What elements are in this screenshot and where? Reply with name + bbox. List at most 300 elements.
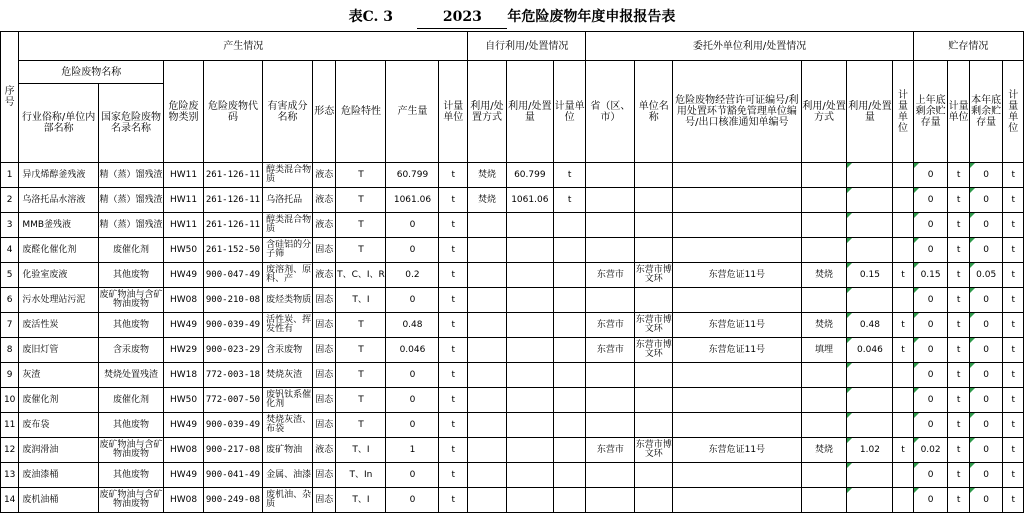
cell-ent-unit: t: [893, 438, 913, 463]
cell-prev-stock: 0: [913, 463, 948, 488]
cell-ent-unit: [893, 288, 913, 313]
cell-self-method: [468, 288, 507, 313]
cell-ent-amount: [847, 288, 893, 313]
cell-category: HW49: [164, 313, 204, 338]
cell-self-unit: [553, 363, 586, 388]
header-produce-group: 产生情况: [19, 32, 468, 61]
header-ent-method: 利用/处置方式: [801, 61, 847, 163]
cell-unit: t: [439, 363, 468, 388]
cell-self-unit: t: [553, 188, 586, 213]
header-self-group: 自行利用/处置情况: [468, 32, 586, 61]
cell-license: [673, 413, 802, 438]
cell-company: [635, 288, 673, 313]
cell-unit: t: [439, 188, 468, 213]
cell-cur-unit: t: [1003, 313, 1024, 338]
cell-license: [673, 163, 802, 188]
cell-code: 900-039-49: [203, 413, 262, 438]
cell-self-unit: [553, 288, 586, 313]
header-self-method: 利用/处置方式: [468, 61, 507, 163]
cell-prev-stock: 0: [913, 163, 948, 188]
cell-component: 废溶剂、原料、产: [263, 263, 313, 288]
cell-code: 900-023-29: [203, 338, 262, 363]
cell-hazard: T: [336, 388, 386, 413]
header-ent-unit: 计量单位: [893, 61, 913, 163]
cell-ent-amount: [847, 463, 893, 488]
cell-category: HW29: [164, 338, 204, 363]
cell-self-method: 焚烧: [468, 163, 507, 188]
cell-form: 液态: [313, 213, 336, 238]
cell-industry-name: 废油漆桶: [19, 463, 99, 488]
cell-unit: t: [439, 388, 468, 413]
cell-unit: t: [439, 488, 468, 513]
cell-self-amount: [506, 438, 553, 463]
cell-no: 3: [1, 213, 19, 238]
header-self-amount: 利用/处置量: [506, 61, 553, 163]
cell-license: [673, 238, 802, 263]
cell-ent-method: [801, 163, 847, 188]
cell-quantity: 0: [386, 288, 439, 313]
cell-province: [586, 363, 635, 388]
cell-self-amount: [506, 288, 553, 313]
cell-province: [586, 488, 635, 513]
cell-category: HW49: [164, 413, 204, 438]
header-license: 危险废物经营许可证编号/利用处置环节豁免管理单位编号/出口核准通知单编号: [673, 61, 802, 163]
header-category: 危险废物类别: [164, 61, 204, 163]
cell-ent-unit: [893, 238, 913, 263]
cell-province: [586, 188, 635, 213]
cell-code: 261-126-11: [203, 163, 262, 188]
cell-hazard: T: [336, 363, 386, 388]
header-prev-stock: 上年底剩余贮存量: [913, 61, 948, 163]
header-national-name: 国家危险废物名录名称: [98, 84, 163, 163]
cell-cur-unit: t: [1003, 163, 1024, 188]
cell-ent-unit: [893, 213, 913, 238]
cell-category: HW18: [164, 363, 204, 388]
cell-component: 含汞废物: [263, 338, 313, 363]
cell-prev-unit: t: [948, 388, 969, 413]
cell-form: 固态: [313, 388, 336, 413]
cell-province: 东营市: [586, 313, 635, 338]
cell-national-name: 精（蒸）馏残渣: [98, 163, 163, 188]
cell-prev-stock: 0: [913, 188, 948, 213]
cell-no: 14: [1, 488, 19, 513]
cell-prev-unit: t: [948, 163, 969, 188]
cell-company: 东营市博文环: [635, 438, 673, 463]
cell-company: [635, 188, 673, 213]
table-row: [1, 188, 1024, 213]
cell-no: 5: [1, 263, 19, 288]
cell-national-name: 精（蒸）馏残渣: [98, 213, 163, 238]
cell-province: [586, 238, 635, 263]
cell-province: 东营市: [586, 263, 635, 288]
cell-ent-unit: t: [893, 338, 913, 363]
cell-code: 261-152-50: [203, 238, 262, 263]
cell-national-name: 其他废物: [98, 413, 163, 438]
cell-ent-method: [801, 463, 847, 488]
cell-license: [673, 488, 802, 513]
cell-self-unit: [553, 438, 586, 463]
cell-unit: t: [439, 213, 468, 238]
cell-province: [586, 163, 635, 188]
cell-company: [635, 363, 673, 388]
cell-no: 12: [1, 438, 19, 463]
table-row: [1, 488, 1024, 513]
cell-industry-name: 异戊烯醇釜残液: [19, 163, 99, 188]
cell-component: 含硅铝的分子筛: [263, 238, 313, 263]
cell-cur-stock: 0: [969, 163, 1003, 188]
cell-province: [586, 463, 635, 488]
cell-unit: t: [439, 338, 468, 363]
header-seq: 序号: [1, 32, 19, 163]
header-province: 省（区、市）: [586, 61, 635, 163]
cell-ent-unit: t: [893, 263, 913, 288]
cell-hazard: T: [336, 313, 386, 338]
cell-province: [586, 413, 635, 438]
title-suffix: 年危险废物年度申报报告表: [507, 9, 676, 25]
header-self-unit: 计量单位: [553, 61, 586, 163]
table-row: [1, 438, 1024, 463]
cell-cur-stock: 0: [969, 213, 1003, 238]
header-entrust-group: 委托外单位利用/处置情况: [586, 32, 913, 61]
cell-industry-name: 废活性炭: [19, 313, 99, 338]
cell-company: 东营市博文环: [635, 313, 673, 338]
cell-unit: t: [439, 163, 468, 188]
cell-ent-unit: t: [893, 313, 913, 338]
cell-national-name: 废矿物油与含矿物油废物: [98, 488, 163, 513]
cell-national-name: 精（蒸）馏残渣: [98, 188, 163, 213]
cell-unit: t: [439, 263, 468, 288]
table-row: [1, 463, 1024, 488]
cell-self-amount: [506, 363, 553, 388]
cell-hazard: T: [336, 188, 386, 213]
cell-license: [673, 463, 802, 488]
table-row: [1, 313, 1024, 338]
cell-company: [635, 213, 673, 238]
cell-self-method: [468, 413, 507, 438]
cell-ent-amount: [847, 363, 893, 388]
table-row: [1, 213, 1024, 238]
cell-self-amount: 60.799: [506, 163, 553, 188]
cell-hazard: T、I: [336, 438, 386, 463]
cell-province: 东营市: [586, 338, 635, 363]
cell-prev-stock: 0: [913, 213, 948, 238]
cell-cur-unit: t: [1003, 338, 1024, 363]
cell-company: [635, 163, 673, 188]
cell-cur-unit: t: [1003, 213, 1024, 238]
cell-self-method: [468, 488, 507, 513]
cell-cur-unit: t: [1003, 413, 1024, 438]
cell-form: 固态: [313, 288, 336, 313]
cell-cur-unit: t: [1003, 263, 1024, 288]
cell-form: 液态: [313, 438, 336, 463]
cell-license: 东营危证11号: [673, 313, 802, 338]
cell-no: 10: [1, 388, 19, 413]
cell-ent-method: [801, 188, 847, 213]
cell-national-name: 含汞废物: [98, 338, 163, 363]
cell-no: 2: [1, 188, 19, 213]
cell-category: HW50: [164, 388, 204, 413]
cell-no: 11: [1, 413, 19, 438]
cell-prev-stock: 0.15: [913, 263, 948, 288]
title-prefix: 表C. 3: [348, 9, 393, 25]
cell-self-unit: [553, 338, 586, 363]
cell-prev-unit: t: [948, 463, 969, 488]
cell-no: 6: [1, 288, 19, 313]
header-quantity: 产生量: [386, 61, 439, 163]
cell-industry-name: 废催化剂: [19, 388, 99, 413]
cell-quantity: 0.2: [386, 263, 439, 288]
header-prev-unit: 计量单位: [948, 61, 969, 163]
cell-quantity: 0: [386, 363, 439, 388]
cell-self-amount: [506, 313, 553, 338]
cell-unit: t: [439, 413, 468, 438]
cell-company: [635, 413, 673, 438]
cell-ent-unit: [893, 188, 913, 213]
cell-form: 固态: [313, 238, 336, 263]
cell-quantity: 0.48: [386, 313, 439, 338]
cell-industry-name: 灰渣: [19, 363, 99, 388]
cell-cur-stock: 0: [969, 463, 1003, 488]
cell-quantity: 0: [386, 238, 439, 263]
cell-ent-amount: [847, 413, 893, 438]
cell-category: HW11: [164, 163, 204, 188]
cell-self-amount: [506, 213, 553, 238]
header-cur-stock: 本年底剩余贮存量: [969, 61, 1003, 163]
cell-ent-unit: [893, 463, 913, 488]
table-row: [1, 388, 1024, 413]
cell-quantity: 0: [386, 213, 439, 238]
cell-cur-unit: t: [1003, 363, 1024, 388]
header-storage-group: 贮存情况: [913, 32, 1023, 61]
table-row: [1, 288, 1024, 313]
cell-company: [635, 463, 673, 488]
cell-prev-unit: t: [948, 488, 969, 513]
cell-license: [673, 363, 802, 388]
cell-no: 9: [1, 363, 19, 388]
cell-self-unit: [553, 263, 586, 288]
cell-code: 900-249-08: [203, 488, 262, 513]
cell-ent-amount: 1.02: [847, 438, 893, 463]
cell-cur-stock: 0: [969, 363, 1003, 388]
cell-category: HW49: [164, 263, 204, 288]
header-industry-name: 行业俗称/单位内部名称: [19, 84, 99, 163]
cell-cur-unit: t: [1003, 288, 1024, 313]
cell-hazard: T: [336, 413, 386, 438]
cell-component: 醇类混合物质: [263, 213, 313, 238]
cell-self-amount: 1061.06: [506, 188, 553, 213]
cell-self-amount: [506, 488, 553, 513]
cell-category: HW49: [164, 463, 204, 488]
cell-category: HW08: [164, 488, 204, 513]
cell-self-method: [468, 463, 507, 488]
cell-license: 东营危证11号: [673, 338, 802, 363]
header-component: 有害成分名称: [263, 61, 313, 163]
cell-no: 7: [1, 313, 19, 338]
cell-company: [635, 488, 673, 513]
cell-ent-method: [801, 488, 847, 513]
cell-prev-stock: 0: [913, 238, 948, 263]
table-body: [1, 163, 1024, 513]
table-row: [1, 413, 1024, 438]
cell-prev-stock: 0: [913, 413, 948, 438]
cell-code: 261-126-11: [203, 188, 262, 213]
header-company: 单位名称: [635, 61, 673, 163]
cell-prev-unit: t: [948, 238, 969, 263]
cell-national-name: 废催化剂: [98, 238, 163, 263]
cell-form: 液态: [313, 263, 336, 288]
cell-national-name: 其他废物: [98, 263, 163, 288]
table-row: [1, 263, 1024, 288]
cell-quantity: 1061.06: [386, 188, 439, 213]
cell-self-method: [468, 438, 507, 463]
cell-cur-stock: 0: [969, 238, 1003, 263]
cell-hazard: T、I: [336, 488, 386, 513]
cell-component: 焚烧灰渣、布袋: [263, 413, 313, 438]
cell-cur-unit: t: [1003, 388, 1024, 413]
cell-code: 900-217-08: [203, 438, 262, 463]
cell-code: 900-039-49: [203, 313, 262, 338]
cell-no: 1: [1, 163, 19, 188]
cell-ent-amount: [847, 188, 893, 213]
cell-prev-stock: 0: [913, 488, 948, 513]
cell-cur-stock: 0: [969, 338, 1003, 363]
cell-component: 废烃类物质: [263, 288, 313, 313]
cell-code: 900-047-49: [203, 263, 262, 288]
cell-ent-method: [801, 413, 847, 438]
cell-ent-method: [801, 388, 847, 413]
cell-national-name: 焚烧处置残渣: [98, 363, 163, 388]
cell-self-amount: [506, 263, 553, 288]
cell-company: [635, 238, 673, 263]
cell-ent-amount: [847, 213, 893, 238]
cell-self-method: [468, 338, 507, 363]
cell-national-name: 废矿物油与含矿物油废物: [98, 438, 163, 463]
cell-self-method: [468, 263, 507, 288]
cell-no: 8: [1, 338, 19, 363]
cell-ent-method: 焚烧: [801, 438, 847, 463]
cell-ent-method: [801, 238, 847, 263]
cell-no: 13: [1, 463, 19, 488]
cell-national-name: 其他废物: [98, 313, 163, 338]
cell-industry-name: 废机油桶: [19, 488, 99, 513]
cell-code: 772-007-50: [203, 388, 262, 413]
cell-prev-stock: 0.02: [913, 438, 948, 463]
cell-quantity: 0: [386, 463, 439, 488]
table-row: [1, 163, 1024, 188]
cell-ent-amount: 0.046: [847, 338, 893, 363]
cell-self-method: [468, 238, 507, 263]
table-row: [1, 363, 1024, 388]
cell-company: [635, 388, 673, 413]
cell-cur-unit: t: [1003, 463, 1024, 488]
cell-category: HW08: [164, 288, 204, 313]
cell-self-method: [468, 213, 507, 238]
cell-license: [673, 388, 802, 413]
cell-ent-amount: 0.15: [847, 263, 893, 288]
title-year: 2023: [417, 6, 507, 29]
cell-cur-stock: 0: [969, 413, 1003, 438]
cell-prev-unit: t: [948, 363, 969, 388]
cell-quantity: 1: [386, 438, 439, 463]
cell-prev-unit: t: [948, 288, 969, 313]
table-row: [1, 338, 1024, 363]
cell-prev-stock: 0: [913, 338, 948, 363]
cell-self-method: [468, 363, 507, 388]
cell-code: 900-041-49: [203, 463, 262, 488]
cell-unit: t: [439, 438, 468, 463]
cell-self-method: 焚烧: [468, 188, 507, 213]
cell-cur-unit: t: [1003, 238, 1024, 263]
cell-cur-stock: 0: [969, 488, 1003, 513]
cell-national-name: 其他废物: [98, 463, 163, 488]
cell-prev-stock: 0: [913, 313, 948, 338]
cell-self-unit: t: [553, 163, 586, 188]
cell-ent-amount: [847, 388, 893, 413]
cell-unit: t: [439, 288, 468, 313]
cell-hazard: T: [336, 213, 386, 238]
cell-quantity: 0.046: [386, 338, 439, 363]
cell-component: 废钒钛系催化剂: [263, 388, 313, 413]
cell-prev-stock: 0: [913, 363, 948, 388]
cell-cur-stock: 0: [969, 438, 1003, 463]
cell-form: 固态: [313, 413, 336, 438]
cell-quantity: 0: [386, 413, 439, 438]
cell-industry-name: 废醛化催化剂: [19, 238, 99, 263]
cell-cur-unit: t: [1003, 438, 1024, 463]
report-table-wrapper: [0, 31, 1024, 513]
table-row: [1, 238, 1024, 263]
cell-cur-stock: 0: [969, 388, 1003, 413]
cell-license: [673, 213, 802, 238]
cell-industry-name: 废旧灯管: [19, 338, 99, 363]
cell-industry-name: 化验室废液: [19, 263, 99, 288]
header-hazard: 危险特性: [336, 61, 386, 163]
cell-self-amount: [506, 463, 553, 488]
cell-license: [673, 288, 802, 313]
header-form: 形态: [313, 61, 336, 163]
cell-self-amount: [506, 238, 553, 263]
cell-code: 772-003-18: [203, 363, 262, 388]
cell-quantity: 0: [386, 488, 439, 513]
cell-no: 4: [1, 238, 19, 263]
cell-prev-unit: t: [948, 313, 969, 338]
cell-industry-name: MMB釜残液: [19, 213, 99, 238]
cell-cur-stock: 0.05: [969, 263, 1003, 288]
cell-code: 900-210-08: [203, 288, 262, 313]
cell-company: 东营市博文环: [635, 338, 673, 363]
cell-category: HW11: [164, 188, 204, 213]
cell-cur-unit: t: [1003, 188, 1024, 213]
cell-hazard: T、C、I、R: [336, 263, 386, 288]
cell-self-method: [468, 388, 507, 413]
cell-category: HW08: [164, 438, 204, 463]
report-table: [0, 31, 1024, 513]
cell-hazard: T、In: [336, 463, 386, 488]
cell-hazard: T、I: [336, 288, 386, 313]
cell-quantity: 0: [386, 388, 439, 413]
cell-ent-method: [801, 363, 847, 388]
cell-license: [673, 188, 802, 213]
cell-self-amount: [506, 388, 553, 413]
cell-self-unit: [553, 488, 586, 513]
cell-quantity: 60.799: [386, 163, 439, 188]
cell-self-unit: [553, 313, 586, 338]
cell-ent-method: 焚烧: [801, 313, 847, 338]
header-ent-amount: 利用/处置量: [847, 61, 893, 163]
cell-ent-method: [801, 213, 847, 238]
report-title: [0, 6, 1024, 28]
cell-self-unit: [553, 413, 586, 438]
